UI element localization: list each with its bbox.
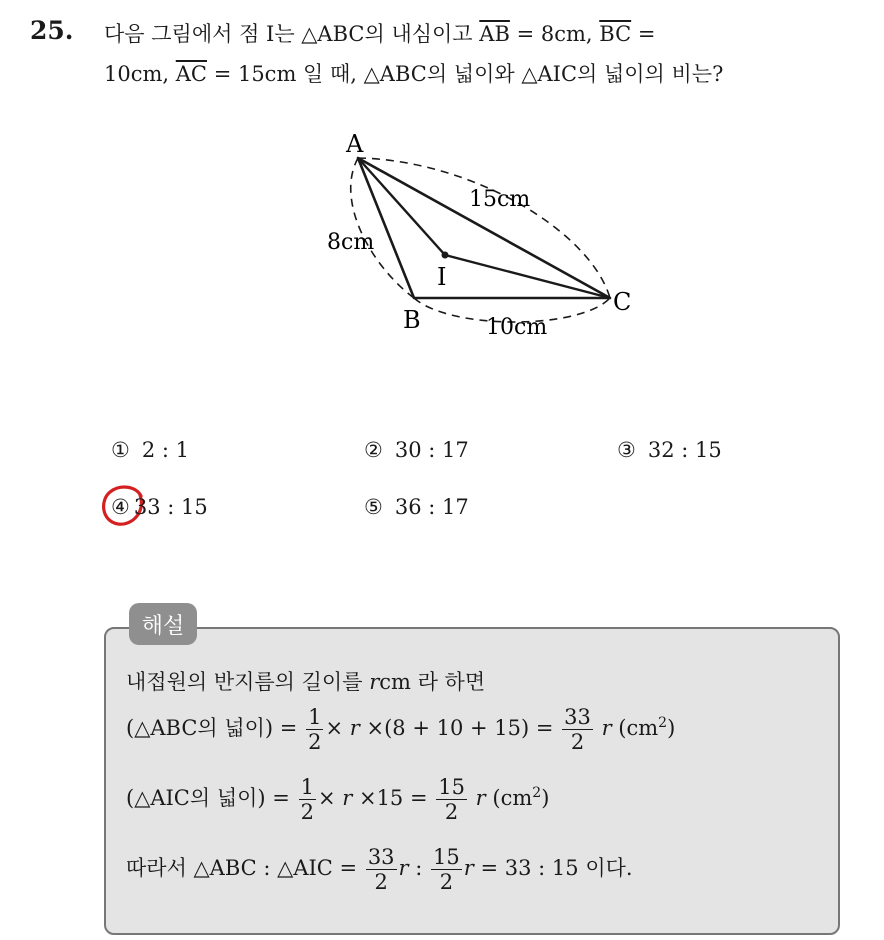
choice-4[interactable] [111, 495, 208, 519]
fraction-one-half: $\frac{1}{2}$ [300, 775, 314, 824]
choice-3-mark: ③ [617, 438, 636, 462]
solution-line-1 [126, 666, 485, 696]
choice-2[interactable] [364, 438, 469, 462]
segment-ic [445, 255, 610, 298]
segment-ab-value: = 8cm, [516, 22, 593, 46]
solution-line-3 [126, 775, 549, 824]
choice-1-text: 2 : 1 [141, 438, 189, 462]
solution-line4-result: = 33 : 15 이다. [480, 856, 633, 880]
label-i: I [437, 263, 447, 291]
radius-var: r [369, 670, 380, 694]
segment-ac: $\overline{AC}$ [175, 62, 207, 86]
radius-var: r [475, 786, 486, 810]
radius-var: r [398, 856, 409, 880]
segment-ab: $\overline{AB}$ [479, 22, 510, 46]
segment-bc-equals: = [637, 22, 656, 46]
fraction-33-over-2: $\frac{33}{2}$ [564, 705, 591, 754]
question-number: 25. [30, 16, 74, 45]
radius-var: r [349, 716, 360, 740]
unit-exponent: 2 [658, 715, 668, 731]
unit-close: ) [541, 786, 550, 810]
fraction-15-over-2: $\frac{15}{2}$ [433, 845, 460, 894]
solution-line4-a: 따라서 △ABC : △AIC = [126, 856, 358, 880]
solution-line2-c: ×(8 + 10 + 15) = [366, 716, 554, 740]
label-ac-length: 15cm [469, 187, 531, 212]
question-text-b: 일 때, △ABC의 넓이와 △AIC의 넓이의 비는? [303, 62, 724, 86]
choice-2-mark: ② [364, 438, 383, 462]
choice-1[interactable] [111, 438, 189, 462]
fraction-one-half: $\frac{1}{2}$ [308, 705, 322, 754]
fraction-15-over-2: $\frac{15}{2}$ [438, 775, 465, 824]
segment-bc: $\overline{BC}$ [599, 22, 632, 46]
solution-line1-a: 내접원의 반지름의 길이를 [126, 670, 363, 694]
solution-line3-a: (△AIC의 넓이) = [126, 786, 290, 810]
times-sign: × [325, 716, 344, 740]
solution-line1-b: cm 라 하면 [379, 670, 486, 694]
solution-tab: 해설 [129, 603, 197, 645]
solution-line-2 [126, 705, 675, 754]
question-text-a: 다음 그림에서 점 I는 △ABC의 내심이고 [104, 22, 473, 46]
choice-3[interactable] [617, 438, 722, 462]
choice-3-text: 32 : 15 [647, 438, 722, 462]
choice-5-text: 36 : 17 [394, 495, 469, 519]
choice-4-mark: ④ [111, 495, 130, 519]
label-bc-length: 10cm [486, 315, 548, 340]
choice-2-text: 30 : 17 [394, 438, 469, 462]
segment-ac-value: = 15cm [213, 62, 297, 86]
label-b: B [403, 306, 421, 334]
choice-1-mark: ① [111, 438, 130, 462]
label-a: A [346, 130, 364, 158]
solution-line2-a: (△ABC의 넓이) = [126, 716, 298, 740]
choice-5-mark: ⑤ [364, 495, 383, 519]
unit-close: ) [667, 716, 676, 740]
fraction-33-over-2: $\frac{33}{2}$ [367, 845, 395, 894]
ratio-colon: : [415, 856, 423, 880]
incenter-dot [442, 252, 449, 259]
choice-4-text: 33 : 15 [133, 495, 208, 519]
times-sign: × [317, 786, 336, 810]
radius-var: r [342, 786, 353, 810]
radius-var: r [463, 856, 474, 880]
choice-5[interactable] [364, 495, 469, 519]
unit: (cm [492, 786, 533, 810]
triangle-abc [358, 158, 610, 298]
radius-var: r [601, 716, 612, 740]
unit: (cm [618, 716, 659, 740]
label-ab-length: 8cm [327, 230, 375, 255]
solution-line-4 [126, 845, 633, 894]
segment-bc-value: 10cm, [104, 62, 170, 86]
label-c: C [613, 288, 632, 316]
solution-line3-c: ×15 = [358, 786, 428, 810]
unit-exponent: 2 [532, 785, 542, 801]
